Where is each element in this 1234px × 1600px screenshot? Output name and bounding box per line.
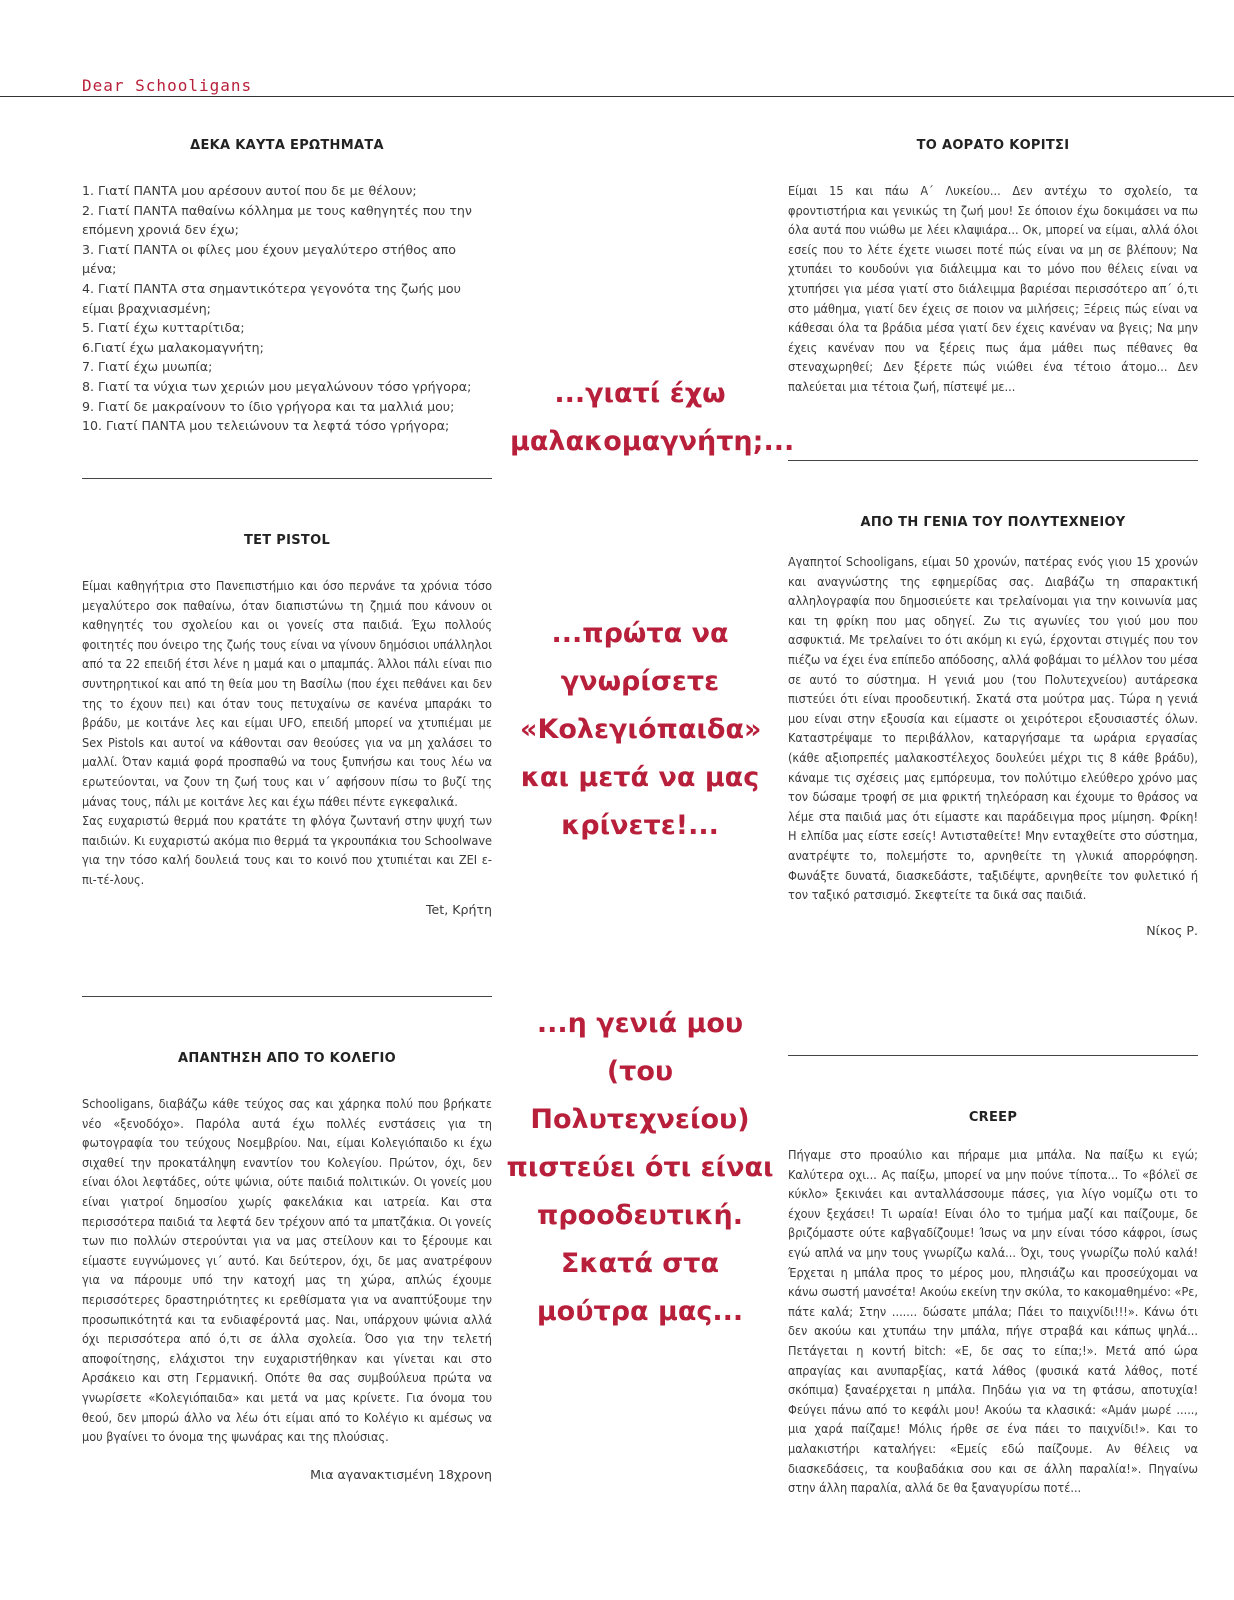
article-kolegio [82, 1051, 492, 1482]
article-signature: Μια αγανακτισμένη 18χρονη [310, 1466, 492, 1482]
article-title: ΑΠΟ ΤΗ ΓΕΝΙΑ ΤΟΥ ΠΟΛΥΤΕΧΝΕΙΟΥ [860, 515, 1126, 530]
pull-quote: ...η γενιά μου (του Πολυτεχνείου) πιστεύει ότι είναι προοδευτική. Σκατά στα μούτρα μας... [506, 1008, 774, 1327]
article-paragraph: Είμαι καθηγήτρια στο Πανεπιστήμιο και όσο περνάνε τα χρόνια τόσο μεγαλύτερο σοκ παθαίνω, όταν διαπιστώνω τη ζημιά που κάνουν οι καθηγητές του σχολείου και οι γονείς στα παιδιά. Έχω πολλούς φοιτητές που όνειρο της ζωής τους είναι να γίνουν δημόσιοι υπάλληλοι από τα 22 επειδή έτσι λένε η μαμά και ο μπαμπάς. Άλλοι πάλι είναι πιο συντηρητικοί και από τη θεία μου τη Βασίλω (που έχει πεθάνει και δεν της το έχουν πει) και όταν τους πετυχαίνω σε κανένα μπαράκι το βράδυ, με κοιτάνε λες και είμαι UFO, επειδή μπορεί να χτυπιέμαι με Sex Pistols και αυτοί να κάθονται σαν θεούσες για να μη χαλάσει το μαλλί. Όταν καμιά φορά προσπαθώ να τους ξυπνήσω και τους λέω να ερωτεύονται, να ζουν τη ζωή τους και ν΄ αφήσουν πίσω το βυζί της μάνας τους, πάλι με κοιτάνε λες και έχω πάθει πέντε εγκεφαλικά. [82, 578, 492, 809]
list-item: 9. Γιατί δε μακραίνουν το ίδιο γρήγορα και τα μαλλιά μου; [82, 398, 455, 414]
article-body [82, 576, 492, 890]
article-title: ΑΠΑΝΤΗΣΗ ΑΠΟ ΤΟ ΚΟΛΕΓΙΟ [177, 1051, 397, 1066]
article-body: Πήγαμε στο προαύλιο και πήραμε μια μπάλα. Να παίξω κι εγώ; Καλύτερα οχι... Ας παίξω, μπορεί να μην πούνε τίποτα... Το «βόλεϊ σε κύκλο» ξεκινάει και ανταλλάσσουμε πάσες, για λίγο νομίζω οτι το έχουν ξεχάσει! Τι ωραία! Είναι όλο το τμήμα μαζί και παίζουμε, δε βριζόμαστε ούτε καβγαδίζουμε! Ίσως να μην είναι τόσο κάφροι, ίσως εγώ απλά να μην τους γνωρίζω καλά... Όχι, τους γνωρίζω πολύ καλά! Έρχεται η μπάλα προς το μέρος μου, πλησιάζω και προσεύχομαι να κάνω σωστή μανσέτα! Ακούω εκείνη την σκύλα, το κακομαθημένο: «Ρε, πάτε καλά; Στην ....... δώσατε μπάλα; Πάει το παιχνίδι!!!». Κάνω ότι δεν ακούω και χτυπάω την μπάλα, πήγε στραβά και κάπως ψηλά... Πετάγεται η κοντή bitch: «Ε, δε σας το είπα;!». Μετά από ώρα απραγίας και ανυπαρξίας, κατά λάθος (φυσικά κατά λάθος, ποτέ σκόπιμα) ξαναέρχεται η μπάλα. Πηδάω για να τη φτάσω, αποτυχία! Φεύγει πάνω από το κεφάλι μου! Ακούω τα κλασικά: «Αμάν μωρέ ....., μια χαρά παίζαμε! Μόλις ήρθε σε ένα πάει το παιχνίδι!». Και το μαλακιστήρι καταλήγει: «Εμείς εδώ παίζουμε. Αν θέλεις να διασκεδάσεις, τα κουβαδάκια σου και σε άλλη παραλία!». Πηγαίνω στην άλλη παραλία, αλλά δε θα ξαναγυρίσω ποτέ... [788, 1147, 1198, 1496]
article-signature: Tet, Κρήτη [425, 901, 492, 917]
list-item: 3. Γιατί ΠΑΝΤΑ οι φίλες μου έχουν μεγαλύτερο στήθος απο μένα; [82, 241, 456, 277]
article-aorato [788, 138, 1198, 397]
pull-quote: ...γιατί έχω μαλακομαγνήτη;... [510, 378, 795, 457]
section-divider [82, 996, 492, 997]
list-item: 4. Γιατί ΠΑΝΤΑ στα σημαντικότερα γεγονότα της ζωής μου είμαι βραχνιασμένη; [82, 280, 461, 316]
article-body: Αγαπητοί Schooligans, είμαι 50 χρονών, πατέρας ενός γιου 15 χρονών και αναγνώστης της εφημερίδας σας. Διαβάζω τη σπαρακτική αλληλογραφία που δημοσιεύετε και τρελαίνομαι για την κοινωνία μας και τη φρίκη που μας οδηγεί. Ζω τις αγωνίες του γιού μου που ασφυκτιά. Με τρελαίνει το ότι ακόμη κι εγώ, έρχονται στιγμές που τον πιέζω να έχει ένα επίπεδο απόδοσης, αλλά φοβάμαι το μέλλον του μέσα σε αυτό το σύστημα. Η γενιά μου (του Πολυτεχνείου) αυτάρεσκα πιστεύει ότι είναι προοδευτική. Σκατά στα μούτρα μας. Τώρα η γενιά μου είναι στην εξουσία και είμαστε οι χειρότεροι εξουσιαστές όλων. Καταστρέψαμε το περιβάλλον, καταργήσαμε τα ωράρια εργασίας (κάθε αξιοπρεπές μαλακοστέλεχος δουλεύει μέχρι τις 8 κάθε βράδυ), κάναμε τις σχέσεις μας εμπόρευμα, τον πολύτιμο ελεύθερο χρόνο μας τον δώσαμε τροφή σε μια φρικτή τηλεόραση και έχουμε το θράσος να λέμε στα παιδιά μας ότι είμαστε και παράδειγμα προς μίμηση. Φρίκη! Η ελπίδα μας είστε εσείς! Αντισταθείτε! Μην ενταχθείτε στο σύστημα, ανατρέψτε το, πολεμήστε το, αρνηθείτε τη γλυκιά απορρόφηση. Φωνάξτε δυνατά, διασκεδάστε, ταξιδέψτε, αρνηθείτε τον φυλετικό ή τον ταξικό ρατσισμό. Σκεφτείτε τα δικά σας παιδιά. [788, 554, 1198, 903]
section-divider [788, 1055, 1198, 1056]
article-title: CREEP [968, 1110, 1018, 1125]
list-item: 2. Γιατί ΠΑΝΤΑ παθαίνω κόλλημα με τους καθηγητές που την επόμενη χρονιά δεν έχω; [82, 202, 472, 238]
article-gen [788, 515, 1198, 938]
list-item: 6.Γιατί έχω μαλακομαγνήτη; [82, 339, 264, 355]
list-item: 8. Γιατί τα νύχια των χεριών μου μεγαλώνουν τόσο γρήγορα; [82, 378, 472, 394]
article-creep [788, 1110, 1198, 1498]
section-divider [788, 460, 1198, 461]
article-body: Schooligans, διαβάζω κάθε τεύχος σας και χάρηκα πολύ που βρήκατε νέο «ξενοδόχο». Παρόλα αυτά έχω πολλές ενστάσεις για τη φωτογραφία του τεύχους Νοεμβρίου. Ναι, είμαι Κολεγιόπαιδο κι έχω σιχαθεί την προκατάληψη εναντίον του Κολεγίου. Πρώτον, όχι, δεν είναι όλοι λεφτάδες, ούτε ψώνια, ούτε παιδιά πολιτικών. Οι γονείς μου είναι γιατροί δημοσίου χωρίς φακελάκια και ιατρεία. Και στα περισσότερα παιδιά τα λεφτά δεν τρέχουν από τα μπατζάκια. Οι γονείς των πιο πολλών στερούνται για να μας στείλουν και το ξέρουμε και είμαστε ευγνώμονες γι΄ αυτό. Και δεύτερον, όχι, δε μας ανατρέφουν για να πάρουμε υπό την κατοχή μας τη χώρα, απλώς έχουμε περισσότερες δραστηριότητες κι ερεθίσματα για να αναπτύξουμε την προσωπικότητά και τα ενδιαφέροντά μας. Ναι, υπάρχουν ψώνια αλλά όχι περισσότερα από ό,τι σε άλλα σχολεία. Όσο για την τελετή αποφοίτησης, ελάχιστοι την ευχαριστήθηκαν και γίνεται και στο Αρσάκειο και στη Γερμανική. Οπότε θα σας συμβούλευα πρώτα να γνωρίσετε «Κολεγιόπαιδα» και μετά να μας κρίνετε. Για όνομα του θεού, δεν μπορώ άλλο να λέω ότι είμαι από το Κολέγιο κι αμέσως να μου βγαίνει το όνομα της ψωνάρας και της πλούσιας. [82, 1096, 492, 1445]
section-divider [82, 478, 492, 479]
article-paragraph: Σας ευχαριστώ θερμά που κρατάτε τη φλόγα ζωντανή στην ψυχή των παιδιών. Κι ευχαριστώ ακόμα πιο θερμά τα γκρουπάκια του Schoolwave για την τόσο καλή δουλειά τους και το κοινό που χτυπιέται και ΖΕΙ ε-πι-τέ-λους. [82, 813, 492, 887]
article-title: ΤΟ ΑΟΡΑΤΟ ΚΟΡΙΤΣΙ [916, 138, 1070, 153]
magazine-section-header: Dear Schooligans [82, 76, 253, 95]
article-signature: Νίκος Ρ. [1146, 922, 1198, 938]
pull-quote: ...πρώτα να γνωρίσετε «Κολεγιόπαιδα» και μετά να μας κρίνετε!... [520, 618, 762, 841]
list-item: 5. Γιατί έχω κυτταρίτιδα; [82, 320, 245, 336]
article-title: ΔΕΚΑ ΚΑΥΤΑ ΕΡΩΤΗΜΑΤΑ [190, 138, 384, 153]
article-deka [82, 138, 492, 436]
article-body: Είμαι 15 και πάω Α΄ Λυκείου... Δεν αντέχω το σχολείο, τα φροντιστήρια και γενικώς τη ζωή μου! Σε όποιον έχω δοκιμάσει να πω όλα αυτά που νιώθω με λέει κλαψιάρα... Οκ, μπορεί να είμαι, αλλά όλοι εσείς που το λέτε έχετε νιωσει ποτέ πώς είναι να μη σε βλέπουν; Να χτυπάει το κουδούνι για διάλειμμα και το μόνο που θέλεις είναι να χτυπήσει για μέσα γιατί στο διάλειμμα βαριέσαι περισσότερο απ΄ ό,τι στο μάθημα, γιατί δεν έχεις σε ποιον να μιλήσεις; Ξέρεις πώς είναι να κάθεσαι όλα τα βράδια μέσα γιατί δεν έχεις κανέναν να βγεις; Να μην έχεις κανέναν που να ξέρεις πως άμα μάθει πως πέθανες θα στεναχωρηθεί; Δεν ξέρετε πώς νιώθει ένα τέτοιο άτομο... Δεν παλεύεται μια τέτοια ζωή, πίστεψέ με... [788, 183, 1198, 394]
list-item: 10. Γιατί ΠΑΝΤΑ μου τελειώνουν τα λεφτά τόσο γρήγορα; [82, 418, 450, 434]
list-item: 1. Γιατί ΠΑΝΤΑ μου αρέσουν αυτοί που δε με θέλουν; [82, 183, 417, 198]
article-title: TET PISTOL [243, 533, 331, 548]
list-item: 7. Γιατί έχω μυωπία; [82, 359, 213, 375]
header-divider [0, 96, 1234, 97]
article-tet [82, 533, 492, 917]
question-list [82, 181, 492, 436]
